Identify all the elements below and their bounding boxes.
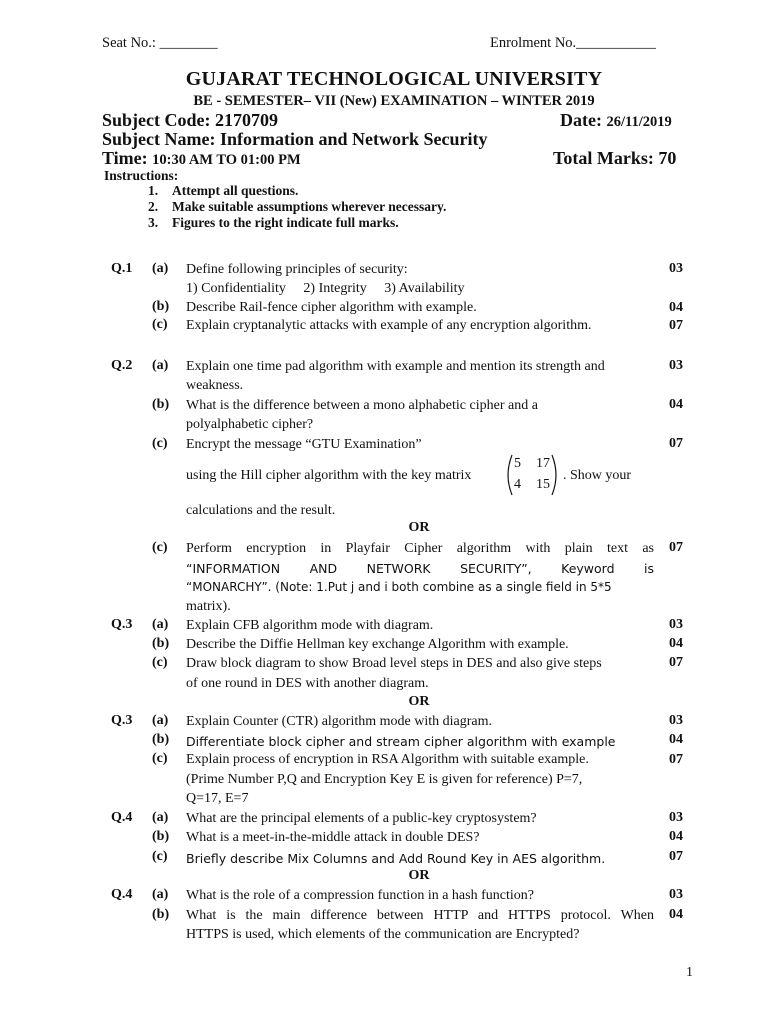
matrix-brackets (503, 454, 561, 496)
sub-question-label: (b) (152, 636, 170, 651)
sub-question-label: (c) (152, 655, 168, 670)
question-text: Differentiate block cipher and stream cipher algorithm with example (186, 734, 616, 749)
question-text: “INFORMATION AND NETWORK SECURITY”, Keyword is (186, 561, 654, 576)
matrix-cell: 17 (536, 456, 550, 471)
question-text: Explain one time pad algorithm with example and mention its strength and (186, 359, 605, 374)
marks: 07 (669, 436, 683, 451)
question-text: What is the role of a compression function in a hash function? (186, 888, 534, 903)
sub-question-label: (b) (152, 732, 170, 747)
marks: 03 (669, 713, 683, 728)
question-text: using the Hill cipher algorithm with the key matrix (186, 468, 472, 483)
total-marks: Total Marks: 70 (553, 148, 677, 168)
marks: 03 (669, 887, 683, 902)
time-label: Time: (102, 148, 153, 168)
question-text: Q=17, E=7 (186, 791, 249, 806)
question-number: Q.3 (111, 713, 133, 728)
sub-question-label: (a) (152, 261, 169, 276)
exam-time (102, 148, 301, 169)
sub-question-label: (a) (152, 810, 169, 825)
question-text: Define following principles of security: (186, 262, 408, 277)
marks: 04 (669, 907, 683, 922)
question-text: HTTPS is used, which elements of the communication are Encrypted? (186, 927, 580, 942)
exam-title: BE - SEMESTER– VII (New) EXAMINATION – WINTER 2019 (193, 93, 595, 109)
sub-question-label: (c) (152, 317, 168, 332)
sub-question-label: (b) (152, 397, 170, 412)
or-separator: OR (408, 868, 430, 883)
question-text: “MONARCHY”. (Note: 1.Put j and i both combine as a single field in 5*5 (186, 580, 612, 594)
time-value: 10:30 AM TO 01:00 PM (152, 152, 301, 168)
instruction-item: 3. Figures to the right indicate full marks. (148, 215, 399, 230)
question-text: Briefly describe Mix Columns and Add Round Key in AES algorithm. (186, 851, 606, 866)
question-text: Encrypt the message “GTU Examination” (186, 437, 422, 452)
enrolment-no: Enrolment No.___________ (490, 35, 656, 51)
marks: 07 (669, 849, 683, 864)
or-separator: OR (408, 694, 430, 709)
question-text: Describe Rail-fence cipher algorithm with example. (186, 300, 477, 315)
marks: 07 (669, 540, 683, 555)
question-text: . Show your (563, 468, 632, 483)
question-text: of one round in DES with another diagram. (186, 676, 429, 691)
sub-question-label: (b) (152, 299, 170, 314)
marks: 04 (669, 636, 683, 651)
question-text: polyalphabetic cipher? (186, 417, 314, 432)
seat-no: Seat No.: ________ (102, 35, 218, 51)
date-value: 26/11/2019 (606, 114, 672, 130)
marks: 03 (669, 810, 683, 825)
question-text: What are the principal elements of a public-key cryptosystem? (186, 811, 537, 826)
sub-question-label: (a) (152, 358, 169, 373)
subject-code: Subject Code: 2170709 (102, 110, 278, 130)
university-title: GUJARAT TECHNOLOGICAL UNIVERSITY (185, 68, 603, 90)
question-text: Perform encryption in Playfair Cipher algorithm with plain text as (186, 541, 654, 556)
marks: 07 (669, 752, 683, 767)
question-number: Q.4 (111, 887, 133, 902)
or-separator: OR (408, 520, 430, 535)
marks: 04 (669, 829, 683, 844)
page-number: 1 (686, 965, 693, 980)
question-number: Q.4 (111, 810, 133, 825)
marks: 04 (669, 300, 683, 315)
question-text: Explain cryptanalytic attacks with example of any encryption algorithm. (186, 318, 592, 333)
matrix-cell: 4 (514, 477, 521, 492)
question-number: Q.3 (111, 617, 133, 632)
instruction-item: 1. Attempt all questions. (148, 183, 299, 198)
question-text: 1) Confidentiality 2) Integrity 3) Availability (186, 281, 465, 296)
instruction-item: 2. Make suitable assumptions wherever necessary. (148, 199, 447, 214)
question-text: Explain CFB algorithm mode with diagram. (186, 618, 434, 633)
sub-question-label: (a) (152, 617, 169, 632)
sub-question-label: (b) (152, 907, 170, 922)
sub-question-label: (c) (152, 436, 168, 451)
sub-question-label: (c) (152, 540, 168, 555)
question-text: calculations and the result. (186, 503, 336, 518)
marks: 04 (669, 397, 683, 412)
marks: 04 (669, 732, 683, 747)
matrix-cell: 5 (514, 456, 521, 471)
sub-question-label: (b) (152, 829, 170, 844)
question-text: Describe the Diffie Hellman key exchange Algorithm with example. (186, 637, 569, 652)
exam-date (560, 110, 672, 131)
question-text: What is the main difference between HTTP and HTTPS protocol. When (186, 908, 654, 923)
question-text: (Prime Number P,Q and Encryption Key E is given for reference) P=7, (186, 772, 583, 787)
marks: 07 (669, 655, 683, 670)
marks: 03 (669, 617, 683, 632)
question-text: What is the difference between a mono alphabetic cipher and a (186, 398, 538, 413)
sub-question-label: (a) (152, 887, 169, 902)
instructions-heading: Instructions: (104, 168, 179, 183)
date-label: Date: (560, 110, 607, 130)
question-text: matrix). (186, 599, 231, 614)
question-text: weakness. (186, 378, 244, 393)
marks: 03 (669, 261, 683, 276)
sub-question-label: (c) (152, 751, 168, 766)
key-matrix (503, 454, 561, 496)
matrix-cell: 15 (536, 477, 550, 492)
question-text: Explain process of encryption in RSA Algorithm with suitable example. (186, 752, 589, 767)
question-text: Explain Counter (CTR) algorithm mode with diagram. (186, 714, 492, 729)
sub-question-label: (c) (152, 849, 168, 864)
sub-question-label: (a) (152, 713, 169, 728)
question-text: Draw block diagram to show Broad level steps in DES and also give steps (186, 656, 602, 671)
question-number: Q.1 (111, 261, 133, 276)
question-text: What is a meet-in-the-middle attack in double DES? (186, 830, 480, 845)
question-number: Q.2 (111, 358, 133, 373)
marks: 07 (669, 318, 683, 333)
subject-name: Subject Name: Information and Network Security (102, 129, 488, 149)
marks: 03 (669, 358, 683, 373)
